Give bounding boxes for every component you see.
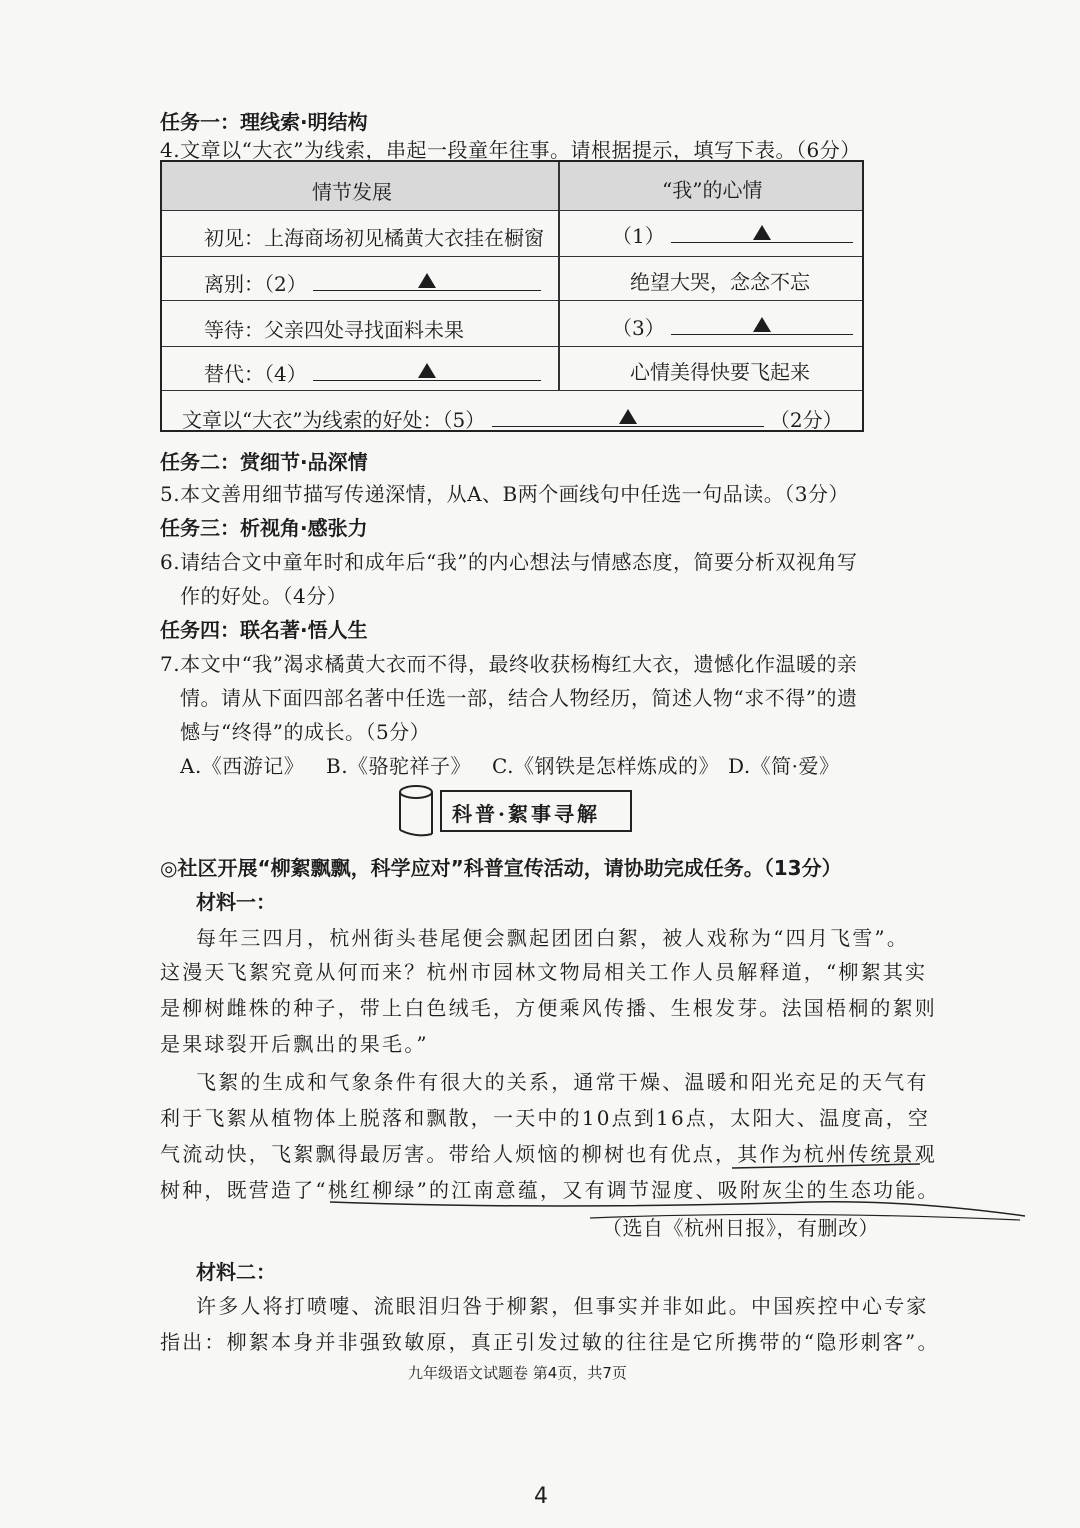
banner-title: 科普·絮事寻解 (452, 802, 600, 826)
question-7-line1: 7.本文中“我”渴求橘黄大衣而不得，最终收获杨梅红大衣，遗憾化作温暖的亲 (160, 652, 858, 676)
triangle-icon (753, 317, 771, 332)
task2-title: 任务二：赏细节·品深情 (160, 450, 368, 474)
task3-title: 任务三：析视角·感张力 (160, 516, 368, 540)
triangle-icon (418, 273, 436, 288)
answer-line (671, 320, 853, 335)
answer-line (492, 412, 764, 427)
book-option: C.《钢铁是怎样炼成的》 (492, 754, 719, 778)
material2-line: 许多人将打喷嚏、流眼泪归咎于柳絮，但事实并非如此。中国疾控中心专家 (196, 1294, 929, 1318)
section-banner (396, 782, 636, 836)
blank-label: 离别：（2） (204, 272, 307, 296)
plot-waiting: 等待：父亲四处寻找面料未果 (204, 318, 464, 342)
answer-line (313, 366, 541, 381)
page-footer: 九年级语文试题卷 第4页，共7页 (408, 1364, 627, 1382)
page-number: 4 (534, 1484, 548, 1509)
answer-blank-3[interactable] (612, 312, 853, 341)
material2-line: 指出：柳絮本身并非强致敏原，真正引发过敏的往往是它所携带的“隐形刺客”。 (160, 1330, 940, 1354)
plot-first-sight: 初见：上海商场初见橘黄大衣挂在橱窗 (204, 226, 544, 250)
material1-line: 是柳树雌株的种子，带上白色绒毛，方便乘风传播、生根发芽。法国梧桐的絮则 (160, 996, 937, 1020)
answer-blank-1[interactable] (612, 220, 853, 249)
mood-joy: 心情美得快要飞起来 (630, 360, 810, 384)
scroll-icon (396, 782, 444, 838)
task4-title: 任务四：联名著·悟人生 (160, 618, 368, 642)
mood-despair: 绝望大哭，念念不忘 (630, 270, 810, 294)
answer-line (671, 228, 853, 243)
answer-blank-2[interactable] (204, 268, 541, 297)
book-option: D.《简·爱》 (728, 754, 840, 778)
question-5: 5.本文善用细节描写传递深情，从A、B两个画线句中任选一句品读。（3分） (160, 482, 849, 506)
material1-title: 材料一： (196, 890, 276, 914)
question-6-line1: 6.请结合文中童年时和成年后“我”的内心想法与情感态度，简要分析双视角写 (160, 550, 858, 574)
material1-line: 是果球裂开后飘出的果毛。” (160, 1032, 429, 1056)
header-plot: 情节发展 (312, 180, 392, 204)
book-option: B.《骆驼祥子》 (326, 754, 472, 778)
material1-line: 这漫天飞絮究竟从何而来？杭州市园林文物局相关工作人员解释道，“柳絮其实 (160, 960, 928, 984)
answer-blank-4[interactable] (204, 358, 541, 387)
handwritten-underline (150, 1140, 1030, 1230)
material1-line: 飞絮的生成和气象条件有很大的关系，通常干燥、温暖和阳光充足的天气有 (196, 1070, 929, 1094)
material2-title: 材料二： (196, 1260, 276, 1284)
material1-source: （选自《杭州日报》，有删改） (602, 1216, 879, 1240)
material1-line: 利于飞絮从植物体上脱落和飘散，一天中的10点到16点，太阳大、温度高，空 (160, 1106, 931, 1130)
question-7-line3: 憾与“终得”的成长。（5分） (180, 720, 431, 744)
triangle-icon (418, 363, 436, 378)
blank-number: （1） (612, 224, 665, 248)
material1-line: 气流动快，飞絮飘得最厉害。带给人烦恼的柳树也有优点，其作为杭州传统景观 (160, 1142, 937, 1166)
blank-label: 替代：（4） (204, 362, 307, 386)
question-6-line2: 作的好处。（4分） (180, 584, 348, 608)
blank-score: （2分） (769, 408, 843, 432)
triangle-icon (619, 409, 637, 424)
answer-line (313, 276, 541, 291)
question-4: 4.文章以“大衣”为线索，串起一段童年往事。请根据提示，填写下表。（6分） (160, 138, 861, 162)
header-mood: “我”的心情 (662, 178, 763, 202)
material1-line: 每年三四月，杭州街头巷尾便会飘起团团白絮，被人戏称为“四月飞雪”。 (196, 926, 910, 950)
question-7-line2: 情。请从下面四部名著中任选一部，结合人物经历，简述人物“求不得”的遗 (180, 686, 858, 710)
triangle-icon (753, 225, 771, 240)
task1-title: 任务一：理线索·明结构 (160, 110, 368, 134)
answer-blank-5[interactable] (182, 404, 843, 433)
section-intro: ◎社区开展“柳絮飘飘，科学应对”科普宣传活动，请协助完成任务。（13分） (160, 856, 842, 880)
blank-number: （3） (612, 316, 665, 340)
plot-mood-table (160, 160, 864, 432)
blank-label: 文章以“大衣”为线索的好处：（5） (182, 408, 486, 432)
material1-line: 树种，既营造了“桃红柳绿”的江南意蕴，又有调节湿度、吸附灰尘的生态功能。 (160, 1178, 940, 1202)
book-option: A.《西游记》 (180, 754, 305, 778)
